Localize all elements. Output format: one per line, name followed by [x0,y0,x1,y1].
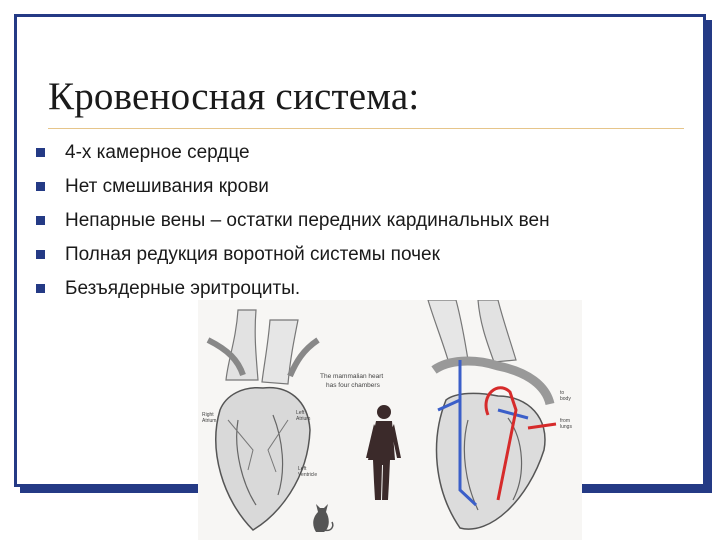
label-from-lungs-line2: lungs [560,424,572,430]
label-left-ventricle-line2: Ventricle [298,472,318,478]
label-right-atrium-line1: Right [202,412,214,418]
label-left-atrium-line2: Atrium [296,416,311,422]
heart-illustration-svg [198,300,582,540]
label-right-atrium-line2: Atrium [202,418,217,424]
square-bullet-icon [36,284,45,293]
heart-illustration [198,300,582,540]
cat-silhouette-icon [313,504,333,532]
figure-caption-line1: The mammalian heart [320,373,384,380]
human-silhouette-icon [366,405,401,500]
square-bullet-icon [36,148,45,157]
bullet-text: Полная редукция воротной системы почек [65,244,440,265]
slide-title: Кровеносная система: [48,75,420,118]
label-to-body-line2: body [560,396,571,402]
figure-caption-line2: has four chambers [326,382,380,389]
label-to-body-line1: to [560,390,565,396]
bullet-text: Нет смешивания крови [65,176,269,197]
bullet-text: Непарные вены – остатки передних кардинальных вен [65,210,550,231]
square-bullet-icon [36,216,45,225]
square-bullet-icon [36,250,45,259]
label-left-ventricle-line1: Left [298,466,307,472]
title-divider [48,128,684,129]
square-bullet-icon [36,182,45,191]
bullet-text: 4-х камерное сердце [65,142,250,163]
bullet-text: Безъядерные эритроциты. [65,278,301,299]
label-from-lungs-line1: from [560,418,570,424]
label-left-atrium-line1: Left [296,410,305,416]
